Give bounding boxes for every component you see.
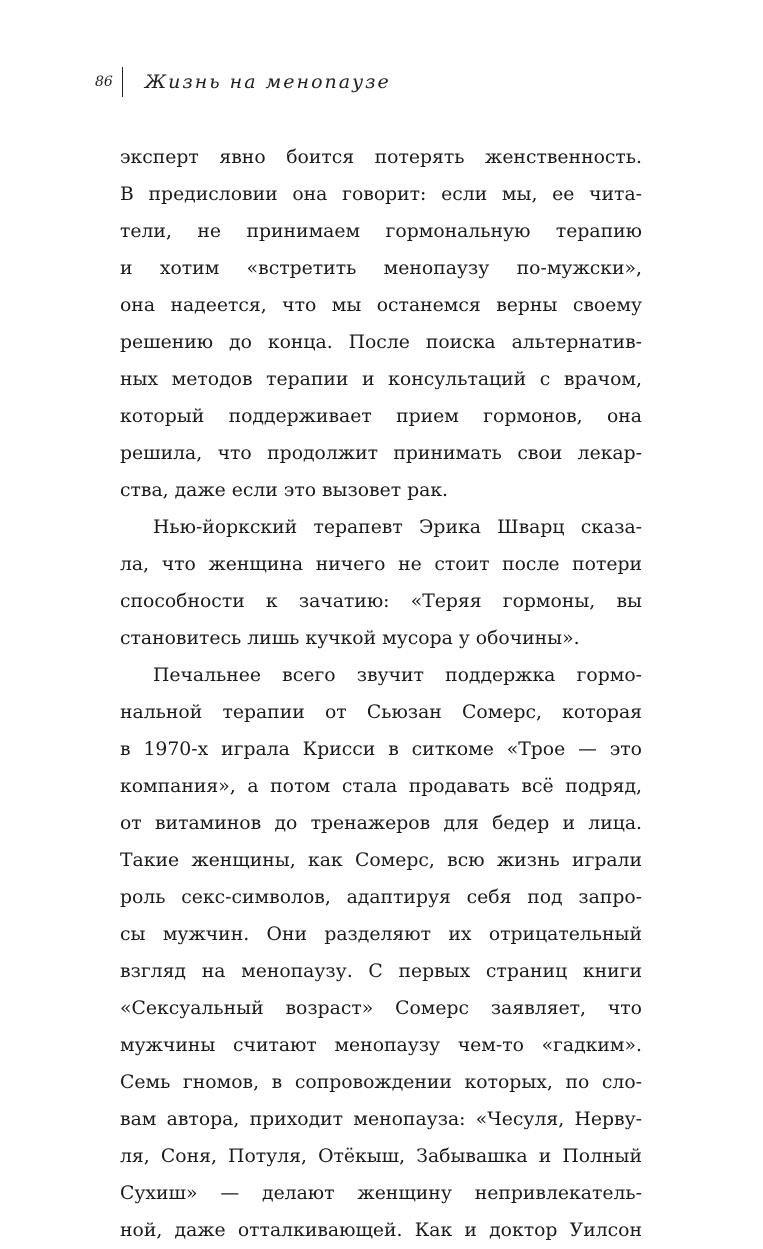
text-line: мужчины считают менопаузу чем-то «гадким». [120, 1035, 642, 1056]
text-line: она надеется, что мы останемся верны своему [120, 295, 642, 316]
text-line: эксперт явно боится потерять женственность. [120, 147, 642, 168]
text-line: ной, даже отталкивающей. Как и доктор Уилсон [120, 1220, 642, 1241]
running-header [95, 64, 391, 100]
text-line: и хотим «встретить менопаузу по-мужски», [120, 258, 642, 279]
running-title: Жизнь на менопаузе [144, 71, 391, 93]
text-line: который поддерживает прием гормонов, она [120, 406, 642, 427]
page-number: 86 [95, 74, 113, 90]
text-line: сы мужчин. Они разделяют их отрицательный [120, 924, 642, 945]
text-line: от витаминов до тренажеров для бедер и лица. [120, 813, 642, 834]
body-text [120, 139, 642, 1249]
text-line: В предисловии она говорит: если мы, ее чита- [120, 184, 642, 205]
text-line: решению до конца. После поиска альтернатив- [120, 332, 642, 353]
text-line: нальной терапии от Сьюзан Сомерс, которая [120, 702, 642, 723]
text-line: решила, что продолжит принимать свои лекар- [120, 443, 642, 464]
text-line: взгляд на менопаузу. С первых страниц книги [120, 961, 642, 982]
text-line: Сухиш» — делают женщину непривлекатель- [120, 1183, 642, 1204]
text-line: в 1970-х играла Крисси в ситкоме «Трое — это [120, 739, 642, 760]
text-line: Семь гномов, в сопровождении которых, по сло- [120, 1072, 642, 1093]
text-line: способности к зачатию: «Теряя гормоны, вы [120, 591, 642, 612]
text-line: ла, что женщина ничего не стоит после потери [120, 554, 642, 575]
text-line: становитесь лишь кучкой мусора у обочины». [120, 628, 580, 649]
text-line: «Сексуальный возраст» Сомерс заявляет, что [120, 998, 642, 1019]
header-divider [122, 67, 123, 97]
text-line: ства, даже если это вызовет рак. [120, 480, 449, 501]
text-line: вам автора, приходит менопауза: «Чесуля, Нерву- [120, 1109, 642, 1130]
text-line: компания», а потом стала продавать всё подряд, [120, 776, 642, 797]
text-line: Печальнее всего звучит поддержка гормо- [153, 665, 642, 686]
text-line: ля, Соня, Потуля, Отёкыш, Забывашка и Полный [120, 1146, 642, 1167]
text-line: Нью-йоркский терапевт Эрика Шварц сказа- [153, 517, 642, 538]
text-line: тели, не принимаем гормональную терапию [120, 221, 642, 242]
text-line: Такие женщины, как Сомерс, всю жизнь играли [120, 850, 642, 871]
text-line: ных методов терапии и консультаций с врачом, [120, 369, 642, 390]
text-line: роль секс-символов, адаптируя себя под запро- [120, 887, 642, 908]
